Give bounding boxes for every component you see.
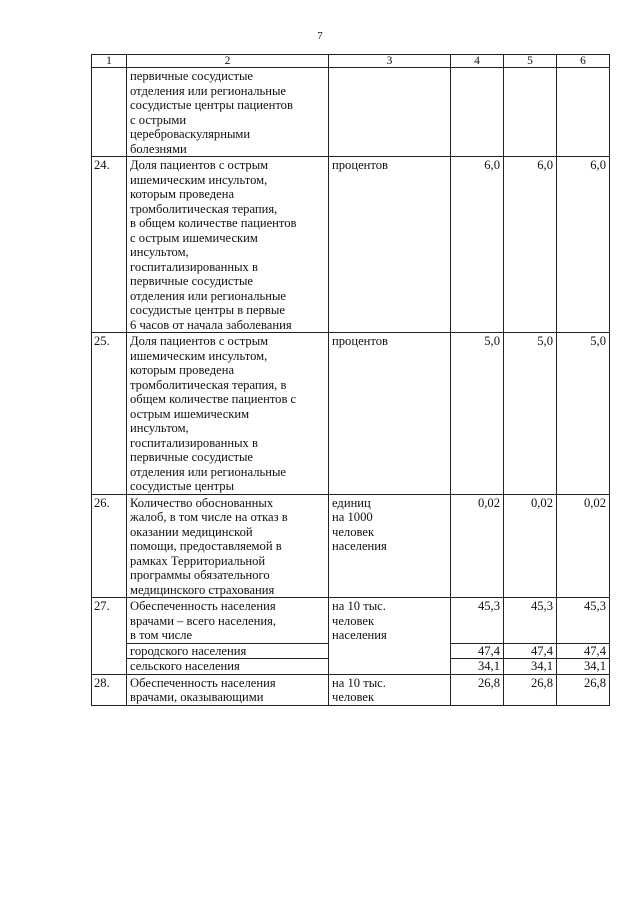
indicator-name-line: отделения или региональные xyxy=(130,288,287,303)
header-col-6: 6 xyxy=(557,55,610,68)
value-cell-year-1 xyxy=(451,643,504,659)
indicator-name-line: сосудистые центры xyxy=(130,479,235,493)
indicator-name-line: городского населения xyxy=(130,643,247,658)
value-cell-year-1 xyxy=(451,333,504,495)
indicator-name-line: ишемическим инсультом, xyxy=(130,172,268,187)
indicator-name-line: госпитализированных в xyxy=(130,259,258,274)
row-number: 25. xyxy=(94,334,110,348)
table-row xyxy=(92,333,610,495)
indicator-name-line: которым проведена xyxy=(130,187,235,201)
value-cell-year-1 xyxy=(451,157,504,333)
unit-line: населения xyxy=(332,539,387,553)
value-cell-year-1 xyxy=(451,494,504,598)
value-cell-year-3 xyxy=(557,674,610,705)
value: 26,8 xyxy=(583,675,606,690)
value: 26,8 xyxy=(530,675,553,690)
row-number: 27. xyxy=(94,599,110,613)
indicator-name-line: первичные сосудистые xyxy=(130,450,254,464)
unit-line: процентов xyxy=(332,158,388,172)
table-row xyxy=(92,643,610,659)
row-number-cell xyxy=(92,598,127,644)
value-cell-year-3 xyxy=(557,598,610,644)
unit-cell xyxy=(329,674,451,705)
row-number-cell xyxy=(92,494,127,598)
value-cell-year-1 xyxy=(451,674,504,705)
indicator-name-line: которым проведена xyxy=(130,363,235,377)
indicator-name-cell xyxy=(127,674,329,705)
table-row xyxy=(92,659,610,675)
value-cell-year-3 xyxy=(557,68,610,157)
indicator-name-line: врачами – всего населения, xyxy=(130,613,277,628)
table-row xyxy=(92,674,610,705)
header-col-1: 1 xyxy=(92,55,127,68)
indicator-name-line: болезнями xyxy=(130,141,187,156)
indicator-name-cell xyxy=(127,68,329,157)
indicator-name-line: 6 часов от начала заболевания xyxy=(130,317,292,332)
unit-line: человек xyxy=(332,613,375,628)
header-col-4: 4 xyxy=(451,55,504,68)
header-col-5: 5 xyxy=(504,55,557,68)
unit-cell xyxy=(329,659,451,675)
indicator-name-line: Обеспеченность населения xyxy=(130,599,276,613)
indicator-name-cell xyxy=(127,157,329,333)
indicator-name-line: с острым ишемическим xyxy=(130,230,258,245)
indicator-name-line: первичные сосудистые xyxy=(130,274,254,288)
indicator-name-line: отделения или региональные xyxy=(130,464,287,479)
unit-cell xyxy=(329,643,451,659)
value-cell-year-3 xyxy=(557,659,610,675)
page-number: 7 xyxy=(317,30,323,42)
value: 34,1 xyxy=(477,659,500,673)
value: 47,4 xyxy=(583,643,606,658)
table-row xyxy=(92,157,610,333)
indicator-name-line: первичные сосудистые xyxy=(130,69,254,83)
table-row xyxy=(92,598,610,644)
indicator-name-cell xyxy=(127,598,329,644)
value: 26,8 xyxy=(477,675,500,690)
unit-cell xyxy=(329,598,451,644)
indicator-name-line: сельского населения xyxy=(130,659,240,673)
row-number-cell xyxy=(92,157,127,333)
unit-line: процентов xyxy=(332,334,388,348)
indicator-name-line: оказании медицинской xyxy=(130,524,253,539)
unit-cell xyxy=(329,494,451,598)
indicator-name-cell xyxy=(127,333,329,495)
indicator-name-line: Доля пациентов с острым xyxy=(130,158,269,172)
value-cell-year-3 xyxy=(557,643,610,659)
row-number-cell xyxy=(92,659,127,675)
indicator-name-line: в том числе xyxy=(130,628,193,642)
value-cell-year-2 xyxy=(504,494,557,598)
value-cell-year-1 xyxy=(451,598,504,644)
value-cell-year-1 xyxy=(451,659,504,675)
value-cell-year-2 xyxy=(504,643,557,659)
value: 45,3 xyxy=(530,599,553,613)
indicator-name-line: помощи, предоставляемой в xyxy=(130,539,282,553)
value: 5,0 xyxy=(537,334,553,348)
indicator-name-line: общем количестве пациентов с xyxy=(130,392,297,406)
value: 0,02 xyxy=(583,495,606,510)
value-cell-year-3 xyxy=(557,494,610,598)
unit-line: человек xyxy=(332,524,375,539)
indicator-name-line: ишемическим инсультом, xyxy=(130,348,268,363)
indicator-name-cell xyxy=(127,643,329,659)
indicators-table xyxy=(91,54,610,706)
unit-line: на 10 тыс. xyxy=(332,675,386,690)
value-cell-year-2 xyxy=(504,157,557,333)
value: 5,0 xyxy=(590,334,606,348)
table-header-row xyxy=(92,55,610,68)
indicator-name-line: рамках Территориальной xyxy=(130,553,266,568)
value-cell-year-3 xyxy=(557,157,610,333)
value-cell-year-2 xyxy=(504,68,557,157)
value: 0,02 xyxy=(530,495,553,510)
indicator-name-cell xyxy=(127,659,329,675)
value: 45,3 xyxy=(477,599,500,613)
header-col-3: 3 xyxy=(329,55,451,68)
value-cell-year-1 xyxy=(451,68,504,157)
table-body xyxy=(92,55,610,706)
value: 47,4 xyxy=(477,643,500,658)
row-number-cell xyxy=(92,68,127,157)
value: 34,1 xyxy=(530,659,553,673)
value: 6,0 xyxy=(537,158,553,172)
value-cell-year-2 xyxy=(504,674,557,705)
indicator-name-line: Доля пациентов с острым xyxy=(130,334,269,348)
indicator-name-line: сосудистые центры пациентов xyxy=(130,98,293,112)
unit-cell xyxy=(329,333,451,495)
table-row xyxy=(92,68,610,157)
row-number: 28. xyxy=(94,675,110,690)
indicator-name-line: врачами, оказывающими xyxy=(130,690,264,704)
row-number-cell xyxy=(92,674,127,705)
unit-line: человек xyxy=(332,690,375,704)
row-number-cell xyxy=(92,643,127,659)
indicator-name-line: госпитализированных в xyxy=(130,435,258,450)
indicator-name-line: в общем количестве пациентов xyxy=(130,216,297,230)
indicator-name-line: отделения или региональные xyxy=(130,83,287,98)
indicator-name-line: цереброваскулярными xyxy=(130,127,251,141)
value: 34,1 xyxy=(583,659,606,673)
indicator-name-line: жалоб, в том числе на отказ в xyxy=(130,510,288,524)
row-number-cell xyxy=(92,333,127,495)
indicator-name-line: инсультом, xyxy=(130,245,189,259)
value: 6,0 xyxy=(590,158,606,172)
indicator-name-line: Обеспеченность населения xyxy=(130,675,276,690)
value: 5,0 xyxy=(484,334,500,348)
value-cell-year-2 xyxy=(504,659,557,675)
value: 6,0 xyxy=(484,158,500,172)
unit-cell xyxy=(329,68,451,157)
indicator-name-line: тромболитическая терапия, в xyxy=(130,377,287,392)
value-cell-year-2 xyxy=(504,598,557,644)
value-cell-year-3 xyxy=(557,333,610,495)
value: 0,02 xyxy=(477,495,500,510)
row-number: 26. xyxy=(94,495,110,510)
indicator-name-line: с острыми xyxy=(130,112,187,127)
indicator-name-line: тромболитическая терапия, xyxy=(130,201,278,216)
table-row xyxy=(92,494,610,598)
value: 47,4 xyxy=(530,643,553,658)
value: 45,3 xyxy=(583,599,606,613)
indicator-name-line: программы обязательного xyxy=(130,568,270,582)
unit-line: населения xyxy=(332,628,387,642)
indicator-name-line: сосудистые центры в первые xyxy=(130,303,285,317)
unit-line: единиц xyxy=(332,495,371,510)
indicator-name-cell xyxy=(127,494,329,598)
unit-line: на 1000 xyxy=(332,510,373,524)
unit-line: на 10 тыс. xyxy=(332,599,386,613)
row-number: 24. xyxy=(94,158,110,172)
header-col-2: 2 xyxy=(127,55,329,68)
indicator-name-line: острым ишемическим xyxy=(130,406,250,421)
unit-cell xyxy=(329,157,451,333)
indicator-name-line: Количество обоснованных xyxy=(130,495,274,510)
value-cell-year-2 xyxy=(504,333,557,495)
indicator-name-line: инсультом, xyxy=(130,421,189,435)
indicator-name-line: медицинского страхования xyxy=(130,582,275,597)
